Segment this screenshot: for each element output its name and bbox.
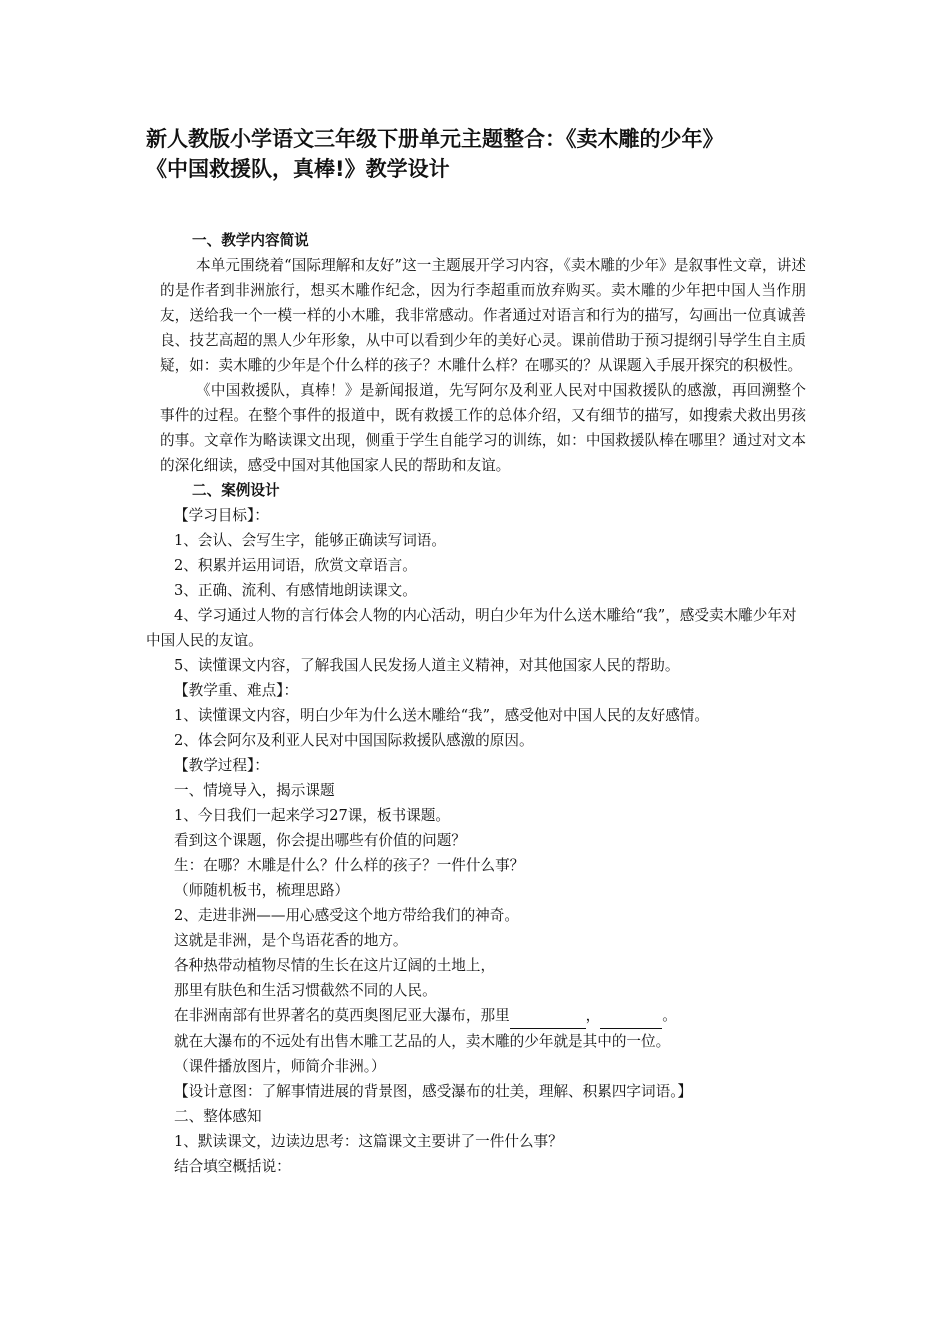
section-heading-1: 一、教学内容简说: [192, 232, 309, 249]
paragraph-intro-2: 《中国救援队，真棒！》是新闻报道，先写阿尔及利亚人民对中国救援队的感激，再回溯整个事件的过程。在整个事件的报道中，既有救援工作的总体介绍，又有细节的描写，如搜索犬救出男孩的事。文章作为略读课文出现，侧重于学生自能学习的训练，如：中国救援队棒在哪里？通过对文本的深化细读，感受中国对其他国家人民的帮助和友谊。: [160, 382, 806, 474]
title-line-2: 《中国救援队，真棒!》教学设计: [146, 157, 450, 181]
title-line-1: 新人教版小学语文三年级下册单元主题整合：《卖木雕的少年》: [146, 127, 724, 151]
keypoints-label: 【教学重、难点】：: [174, 682, 299, 699]
document-body: [146, 228, 806, 1179]
fill-blank-1: [510, 1003, 586, 1029]
process-line: 1、今日我们一起来学习27课，板书课题。: [174, 807, 450, 824]
process-line: 各种热带动植物尽情的生长在这片辽阔的土地上，: [174, 957, 496, 974]
process-line: 这就是非洲，是个鸟语花香的地方。: [174, 932, 408, 949]
fill-blank-2: [600, 1003, 662, 1029]
process-line: 看到这个课题，你会提出哪些有价值的问题？: [174, 832, 466, 849]
goal-item: 3、正确、流利、有感情地朗读课文。: [174, 582, 417, 599]
waterfall-end: 。: [662, 1007, 677, 1024]
paragraph-intro-1: 本单元围绕着“国际理解和友好”这一主题展开学习内容，《卖木雕的少年》是叙事性文章，讲述的是作者到非洲旅行，想买木雕作纪念，因为行李超重而放弃购买。卖木雕的少年把中国人当作朋友，送给我一个一模一样的小木雕，我非常感动。作者通过对语言和行为的描写，勾画出一位真诚善良、技艺高超的黑人少年形象，从中可以看到少年的美好心灵。课前借助于预习提纲引导学生自主质疑，如：卖木雕的少年是个什么样的孩子？木雕什么样？在哪买的？从课题入手展开探究的积极性。: [160, 257, 806, 374]
document-title: [146, 124, 816, 184]
process-line: 结合填空概括说：: [174, 1158, 291, 1175]
goals-label: 【学习目标】：: [174, 507, 269, 524]
process-line: （课件播放图片，师简介非洲。）: [174, 1058, 386, 1075]
process-line: 二、整体感知: [174, 1108, 262, 1125]
waterfall-prefix: 在非洲南部有世界著名的莫西奥图尼亚大瀑布，那里: [174, 1007, 510, 1024]
process-line: （师随机板书，梳理思路）: [174, 882, 350, 899]
goal-item: 4、学习通过人物的言行体会人物的内心活动，明白少年为什么送木雕给“我”，感受卖木雕少年对中国人民的友谊。: [146, 607, 797, 649]
keypoint-item: 1、读懂课文内容，明白少年为什么送木雕给“我”，感受他对中国人民的友好感情。: [174, 707, 709, 724]
goal-item: 2、积累并运用词语，欣赏文章语言。: [174, 557, 417, 574]
process-line: 1、默读课文，边读边思考：这篇课文主要讲了一件什么事？: [174, 1133, 563, 1150]
process-line: 一、情境导入，揭示课题: [174, 782, 335, 799]
waterfall-separator: ，: [585, 1007, 601, 1024]
process-line: 生：在哪？木雕是什么？什么样的孩子？一件什么事？: [174, 857, 525, 874]
waterfall-fill-in-line: [146, 1003, 806, 1029]
goal-item: 1、会认、会写生字，能够正确读写词语。: [174, 532, 446, 549]
keypoint-item: 2、体会阿尔及利亚人民对中国国际救援队感激的原因。: [174, 732, 534, 749]
goal-item: 5、读懂课文内容，了解我国人民发扬人道主义精神，对其他国家人民的帮助。: [174, 657, 680, 674]
process-line: 就在大瀑布的不远处有出售木雕工艺品的人，卖木雕的少年就是其中的一位。: [174, 1033, 671, 1050]
process-label: 【教学过程】：: [174, 757, 269, 774]
process-line: 2、走进非洲——用心感受这个地方带给我们的神奇。: [174, 907, 519, 924]
process-line: 那里有肤色和生活习惯截然不同的人民。: [174, 982, 437, 999]
design-intent: 【设计意图：了解事情进展的背景图，感受瀑布的壮美，理解、积累四字词语。】: [174, 1083, 693, 1100]
section-heading-2: 二、案例设计: [192, 482, 280, 499]
